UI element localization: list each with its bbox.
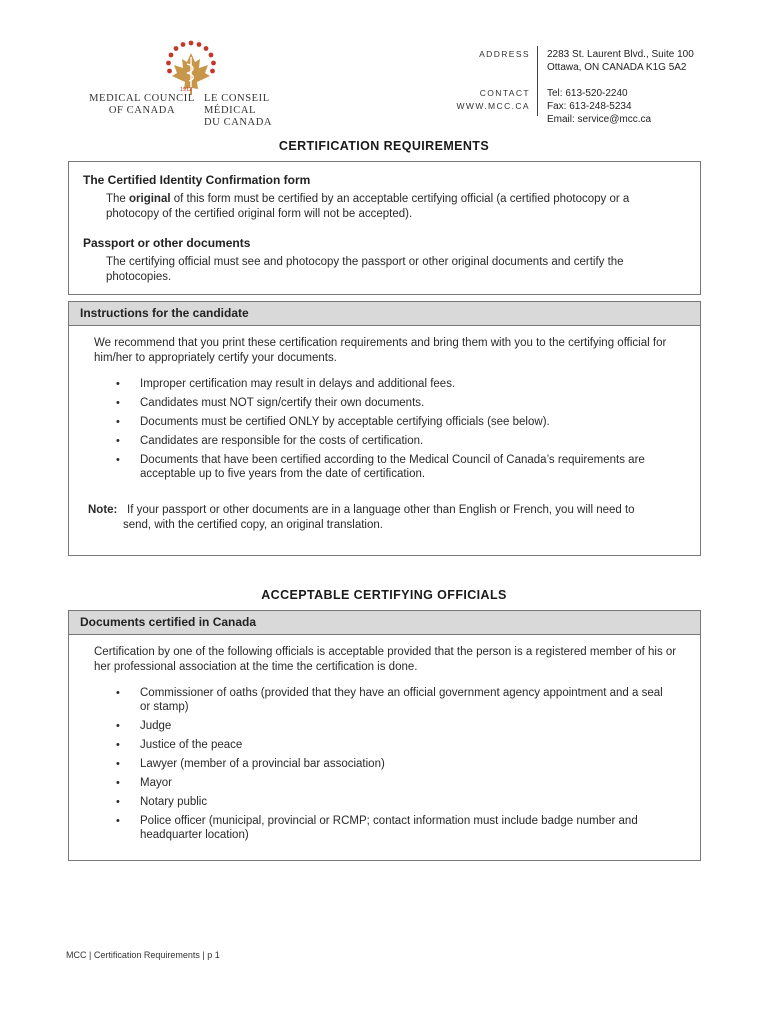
- address-values: [547, 48, 694, 126]
- list-item: • Candidates are responsible for the costs of certification.: [94, 434, 669, 448]
- list-item: • Documents that have been certified according to the Medical Council of Canada’s requirements are acceptable up to five years from the date of certification.: [94, 453, 669, 481]
- requirements-box: [68, 161, 701, 295]
- certification-requirements-title: CERTIFICATION REQUIREMENTS: [278, 139, 490, 153]
- contact-email: Email: service@mcc.ca: [547, 114, 652, 125]
- list-item: • Documents must be certified ONLY by acceptable certifying officials (see below).: [94, 415, 669, 429]
- list-item: • Lawyer (member of a provincial bar association): [94, 757, 669, 771]
- canada-intro: Certification by one of the following officials is acceptable provided that the person is a registered member of his or her professional association at the time the certification is done.: [94, 646, 677, 673]
- passport-text: The certifying official must see and photocopy the passport or other original documents and certify the photocopies.: [106, 256, 624, 283]
- list-item: • Police officer (municipal, provincial or RCMP; contact information must include badge number and headquarter location): [94, 814, 669, 842]
- list-item: • Judge: [94, 719, 669, 733]
- website-link[interactable]: WWW.MCC.CA: [456, 101, 530, 111]
- list-item: • Justice of the peace: [94, 738, 669, 752]
- note-text: If your passport or other documents are in a language other than English or French, you will need to send, with the certified copy, an original translation.: [123, 504, 635, 531]
- contact-label: CONTACT: [479, 88, 530, 98]
- list-item: • Improper certification may result in delays and additional fees.: [94, 377, 669, 391]
- passport-heading: Passport or other documents: [83, 236, 251, 250]
- emblem-year: 1912: [180, 87, 193, 93]
- contact-fax: Fax: 613-248-5234: [547, 101, 632, 112]
- form-heading: The Certified Identity Confirmation form: [83, 173, 311, 187]
- acceptable-officials-title: ACCEPTABLE CERTIFYING OFFICIALS: [261, 588, 507, 602]
- logo-english-name: MEDICAL COUNCIL OF CANADA: [89, 93, 195, 116]
- list-item: • Commissioner of oaths (provided that they have an official government agency appointment and a seal or stamp): [94, 686, 669, 714]
- instructions-box: [68, 301, 701, 556]
- canada-heading: Documents certified in Canada: [69, 611, 700, 635]
- instructions-heading: Instructions for the candidate: [69, 302, 700, 326]
- form-text: The original of this form must be certified by an acceptable certifying official (a certified photocopy or a photocopy of the certified original form will not be accepted).: [106, 193, 630, 220]
- note-label: Note:: [88, 504, 118, 516]
- logo-french-name: LE CONSEIL MÉDICAL DU CANADA: [204, 93, 273, 128]
- address-divider: [537, 46, 538, 116]
- contact-tel: Tel: 613-520-2240: [547, 88, 628, 99]
- officials-list: [94, 686, 669, 847]
- page-footer: MCC | Certification Requirements | p 1: [66, 950, 220, 960]
- instructions-bullet-list: [94, 377, 669, 486]
- address-line-1: 2283 St. Laurent Blvd., Suite 100: [547, 49, 694, 60]
- address-label: ADDRESS: [479, 49, 530, 59]
- list-item: • Notary public: [94, 795, 669, 809]
- instructions-intro: We recommend that you print these certification requirements and bring them with you to the certifying official for him/her to appropriately certify your documents.: [94, 337, 667, 364]
- list-item: • Candidates must NOT sign/certify their own documents.: [94, 396, 669, 410]
- mcc-logo-emblem: [153, 38, 229, 98]
- address-line-2: Ottawa, ON CANADA K1G 5A2: [547, 62, 687, 73]
- canada-officials-box: [68, 610, 701, 861]
- address-labels: [440, 48, 530, 113]
- list-item: • Mayor: [94, 776, 669, 790]
